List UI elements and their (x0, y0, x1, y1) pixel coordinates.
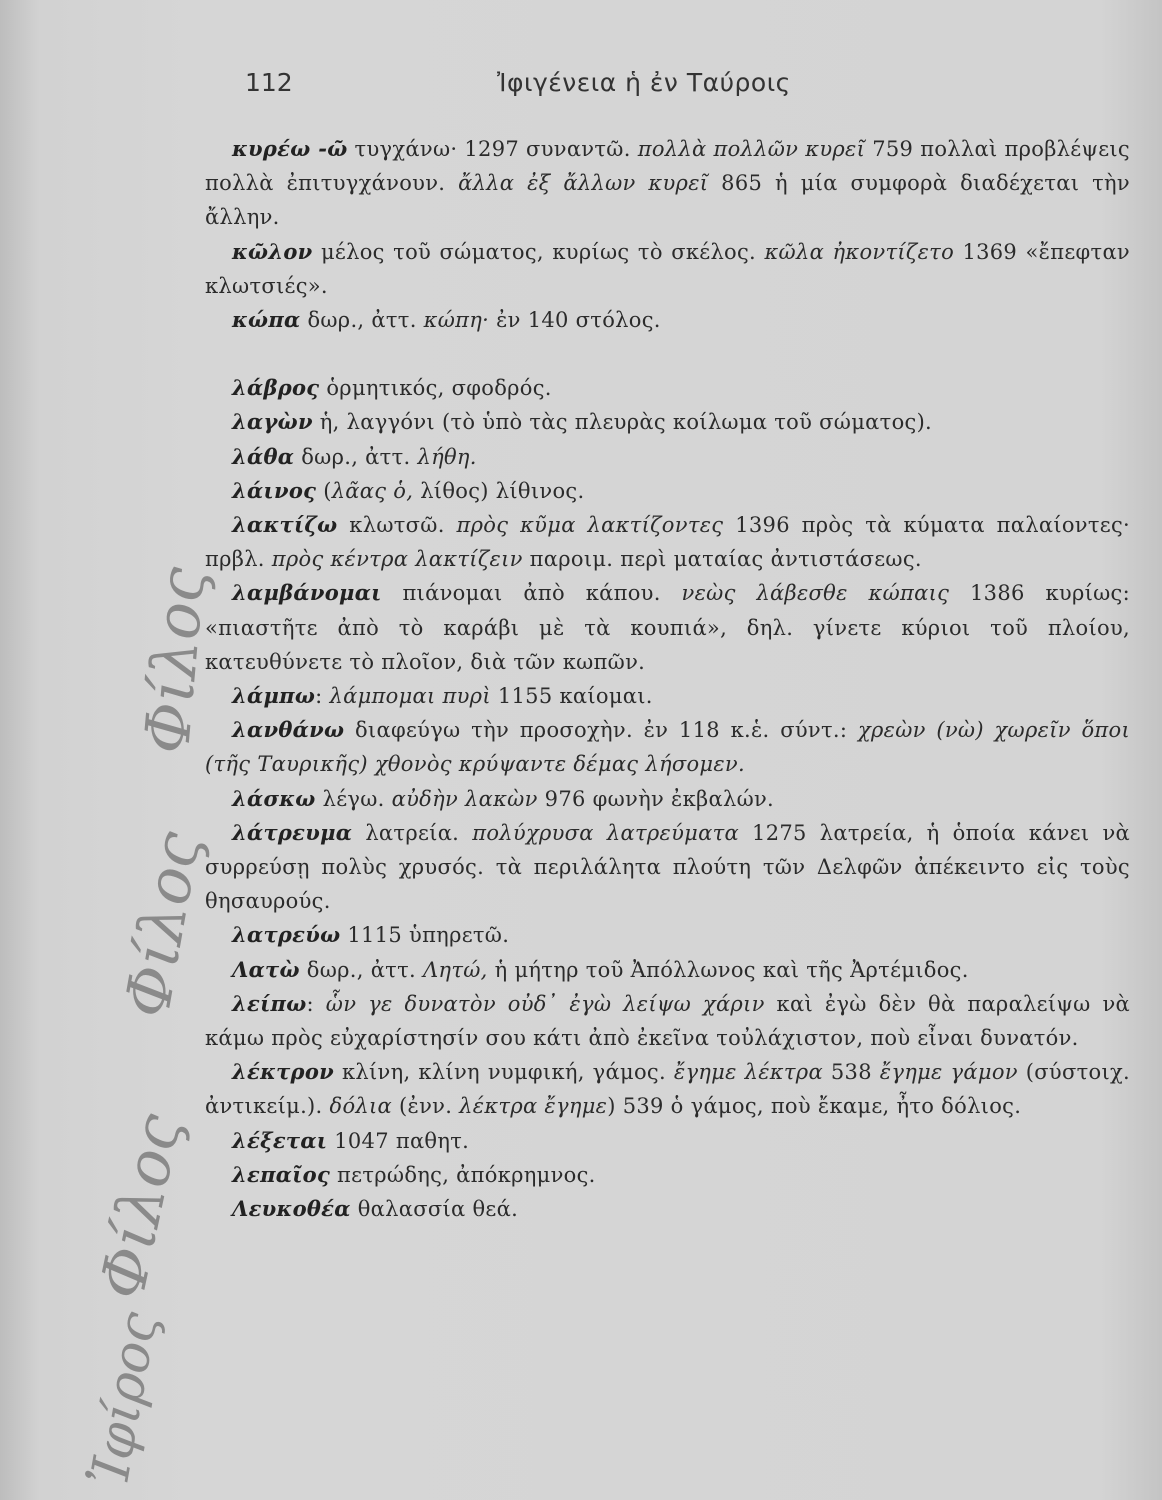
quotation: ἔγημε λέκτρα (673, 1060, 823, 1085)
glossary-entry (205, 303, 1130, 337)
quotation: δόλια (329, 1094, 393, 1119)
definition-text: (σύστοιχ. ἀντικείμ.). (205, 1060, 1131, 1119)
definition-text: δωρ., ἀττ. (294, 444, 418, 469)
definition-text: ) 539 ὁ γάμος, ποὺ ἔκαμε, ἦτο δόλιος. (607, 1094, 1022, 1119)
definition-text: 976 φωνὴν ἐκβαλών. (537, 786, 775, 811)
headword: λατρεύω (232, 922, 341, 948)
glossary-entry (205, 713, 1130, 781)
glossary-entry (205, 816, 1130, 919)
definition-text: πετρώδης, ἀπόκρημνος. (330, 1162, 596, 1187)
definition-text: διαφεύγω τὴν προσοχὴν. ἐν 118 κ.ἑ. σύντ.: (344, 718, 858, 743)
glossary-entry (205, 474, 1130, 508)
headword: λάσκω (232, 785, 316, 811)
definition-text: ἐν 140 στόλος. (489, 308, 661, 333)
definition-text: πιάνομαι ἀπὸ κάπου. (381, 581, 682, 606)
definition-text: 759 πολλαὶ προβλέψεις πολλὰ ἐπιτυγχάνουν. (205, 137, 1130, 196)
quotation: ὧν γε δυνατὸν οὐδ᾿ ἐγὼ λείψω χάριν (325, 991, 765, 1016)
definition-text: 865 ἡ μία συμφορὰ διαδέχεται τὴν ἄλλην. (205, 171, 1130, 230)
definition-text: λέγω. (315, 786, 392, 811)
quotation: πολλὰ πολλῶν κυρεῖ (637, 137, 866, 161)
quotation: κῶλα ἠκοντίζετο (764, 239, 955, 264)
headword: λακτίζω (232, 512, 338, 538)
definition-text: θαλασσία θεά. (350, 1197, 519, 1222)
glossary-entry (205, 576, 1130, 679)
headword: λανθάνω (232, 717, 345, 743)
definition-text: κλίνη, κλίνη νυμφική, γάμος. (334, 1060, 674, 1085)
definition-text: : (306, 991, 326, 1016)
definition-text: τυγχάνω· 1297 συναντῶ. (347, 137, 638, 161)
quotation: νεὼς λάβεσθε κώπαις (681, 581, 950, 606)
definition-text: δωρ., ἀττ. (299, 957, 423, 982)
running-title: Ἰφιγένεια ἡ ἐν Ταύροις (497, 68, 791, 97)
glossary-entry (205, 132, 1130, 235)
quotation: ἄλλα ἐξ ἄλλων κυρεῖ (458, 171, 709, 196)
headword: λαγὼν (232, 409, 313, 435)
definition-text: δωρ., ἀττ. (300, 308, 424, 333)
definition-text: 538 (822, 1060, 880, 1085)
headword: λάμπω (232, 683, 316, 709)
glossary-entry (205, 679, 1130, 713)
definition-text: ὁρμητικός, σφοδρός. (319, 376, 552, 401)
headword: κώπα (232, 307, 301, 333)
quotation: κώπη· (423, 308, 490, 333)
definition-text: ἡ μήτηρ τοῦ Ἀπόλλωνος καὶ τῆς Ἀρτέμιδος. (487, 957, 969, 982)
quotation: Λητώ, (422, 957, 488, 982)
handwritten-margin-notes (40, 564, 219, 1500)
definition-text: 1047 παθητ. (327, 1128, 470, 1153)
headword: λεπαῖος (232, 1161, 331, 1187)
definition-text: 1396 πρὸς τὰ κύματα παλαίοντες· πρβλ. (205, 513, 1130, 572)
margin-note: Ἰφίρος (80, 1307, 170, 1491)
quotation: πρὸς κῦμα λακτίζοντες (456, 513, 724, 538)
definition-text: ἡ, λαγγόνι (τὸ ὑπὸ τὰς πλευρὰς κοίλωμα τοῦ σώματος). (312, 410, 933, 435)
definition-text: μέλος τοῦ σώματος, κυρίως τὸ σκέλος. (312, 239, 765, 264)
quotation: αὐδὴν λακὼν (391, 786, 538, 811)
headword: λάτρευμα (232, 819, 353, 845)
definition-text: λατρεία. (352, 820, 473, 845)
headword: λάινος (232, 477, 317, 503)
glossary-entry (205, 987, 1130, 1055)
glossary-entry (205, 508, 1130, 576)
glossary-entry (205, 1055, 1130, 1123)
margin-note: Φίλος (85, 1107, 196, 1306)
glossary-entry (205, 440, 1130, 474)
headword: λέκτρον (232, 1059, 335, 1085)
glossary-entry (205, 953, 1130, 987)
quotation: λάμπομαι πυρὶ (329, 684, 491, 709)
definition-text: 1386 κυρίως: «πιαστῆτε ἀπὸ τὸ καράβι μὲ τὰ κουπιά», δηλ. γίνετε κύριοι τοῦ πλοίου, κατευθύνετε τὸ πλοῖον, διὰ τῶν κωπῶν. (205, 581, 1130, 674)
definition-text: (ἐνν. (392, 1094, 460, 1119)
glossary-entry (205, 235, 1130, 303)
definition-text: 1369 «ἔπεφταν κλωτσιές». (205, 239, 1130, 298)
headword: λάβρος (232, 375, 320, 401)
quotation: λᾶας ὁ, (331, 478, 414, 503)
headword: κῶλον (232, 238, 313, 264)
margin-note: Φίλος (130, 564, 219, 757)
headword: κυρέω -ῶ (232, 136, 348, 161)
quotation: χρεὼν (νὼ) χωρεῖν ὅποι (τῆς Ταυρικῆς) χθονὸς κρύψαντε δέμας λήσομεν. (205, 718, 1131, 777)
definition-text: λίθος) λίθινος. (413, 478, 585, 503)
quotation: πρὸς κέντρα λακτίζειν (271, 547, 523, 572)
headword: λαμβάνομαι (232, 580, 382, 606)
margin-note: Φίλος (110, 826, 215, 1023)
quotation: πολύχρυσα λατρεύματα (472, 820, 739, 845)
glossary-entry (205, 371, 1130, 405)
glossary-text (205, 132, 1130, 1226)
definition-text: 1115 ὑπηρετῶ. (340, 923, 510, 948)
page-number: 112 (245, 68, 293, 97)
glossary-entry (205, 1192, 1130, 1226)
definition-text: ( (316, 478, 332, 503)
glossary-entry (205, 405, 1130, 439)
glossary-entry (205, 1124, 1130, 1158)
definition-text: 1275 λατρεία, ἡ ὁποία κάνει νὰ συρρεύσῃ πολὺς χρυσός. τὰ περιλάλητα πλούτη τῶν Δελφῶν ἀπέκειντο εἰς τοὺς θησαυρούς. (205, 820, 1130, 914)
quotation: λέκτρα ἔγημε (459, 1094, 608, 1119)
headword: λείπω (232, 990, 307, 1016)
headword: λέξεται (232, 1127, 328, 1153)
definition-text: : (315, 684, 330, 709)
headword: Λευκοθέα (232, 1196, 351, 1222)
definition-text: 1155 καίομαι. (490, 684, 653, 709)
quotation: ἔγημε γάμον (879, 1060, 1018, 1085)
definition-text: καὶ ἐγὼ δὲν θὰ παραλείψω νὰ κάμω πρὸς εὐχαρίστησίν σου κάτι ἀπὸ ἐκεῖνα τοὐλάχιστον, ποὺ εἶναι δυνατόν. (205, 991, 1130, 1051)
headword: Λατὼ (232, 956, 300, 982)
definition-text: παροιμ. περὶ ματαίας ἀντιστάσεως. (522, 547, 922, 572)
definition-text: κλωτσῶ. (337, 513, 457, 538)
glossary-entry (205, 1158, 1130, 1192)
quotation: λήθη. (417, 444, 477, 469)
page-header (0, 68, 1162, 108)
glossary-entry (205, 782, 1130, 816)
glossary-entry (205, 918, 1130, 952)
headword: λάθα (232, 443, 295, 469)
